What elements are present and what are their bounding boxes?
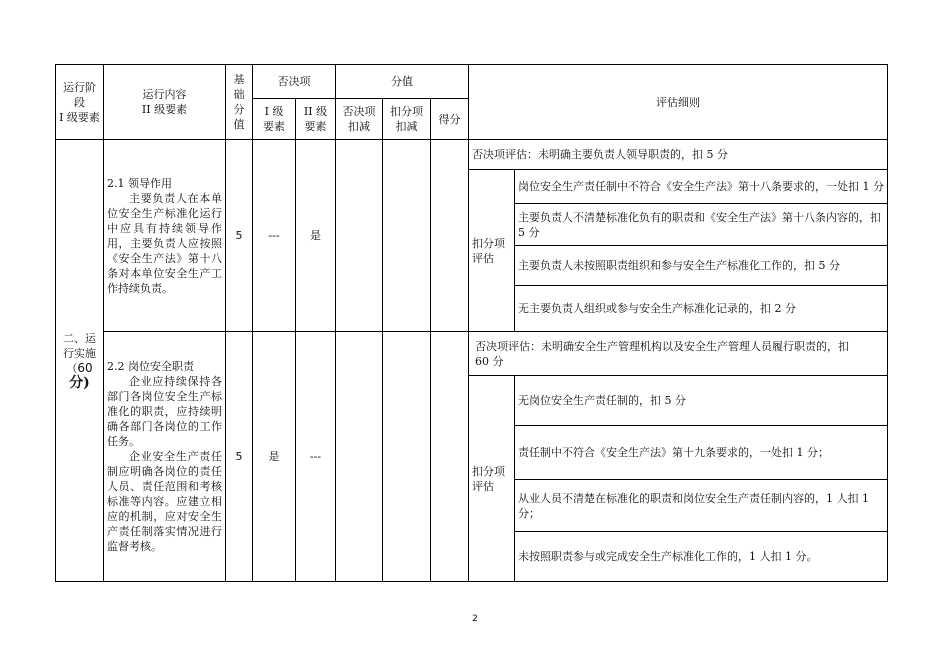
section-2-2-title: 2.2 岗位安全职责 (107, 360, 194, 373)
section-2-2-veto-l1: 是 (253, 332, 296, 582)
section-2-2-item-2: 责任制中不符合《安全生产法》第十九条要求的，一处扣 1 分； (515, 426, 888, 480)
section-2-2-score-get (431, 332, 469, 582)
section-2-1-title: 2.1 领导作用 (107, 176, 172, 190)
section-2-2-body-1: 企业应持续保持各部门各岗位安全生产标准化的职责，应持续明确各部门各岗位的工作任务。 (107, 375, 222, 448)
section-2-2-veto-eval (469, 332, 888, 376)
section-2-1-item-2: 主要负责人不清楚标准化负有的职责和《安全生产法》第十八条内容的，扣 5 分 (515, 204, 888, 246)
header-score-item-deduct: 扣分项 扣减 (383, 99, 431, 140)
header-stage: 运行阶段 I 级要素 (56, 65, 104, 140)
section-2-1-item-4: 无主要负责人组织或参与安全生产标准化记录的，扣 2 分 (515, 286, 888, 332)
section-2-1-deduct-label: 扣分项评估 (469, 170, 515, 332)
stage-label: 二、运行实施 (63, 331, 96, 360)
section-2-1-content (104, 140, 226, 332)
section-2-2-score-item (383, 332, 431, 582)
stage-cell (56, 140, 104, 582)
section-2-1-score-item (383, 140, 431, 332)
section-2-2-content (104, 332, 226, 582)
header-base-score-text: 基础分值 (233, 73, 245, 131)
header-veto-l1: I 级 要素 (253, 99, 296, 140)
section-2-2-body-2: 企业安全生产责任制应明确各岗位的责任人员、责任范围和考核标准等内容。应建立相应的机制，应对安全生产责任制落实情况进行监督考核。 (107, 450, 222, 553)
section-2-1-base: 5 (226, 140, 253, 332)
section-2-1-veto-l1: --- (253, 140, 296, 332)
section-2-2-deduct-label: 扣分项评估 (469, 376, 515, 582)
header-veto: 否决项 (253, 65, 336, 99)
section-2-2-veto-l2: --- (296, 332, 336, 582)
section-2-2-item-3: 从业人员不清楚在标准化的职责和岗位安全生产责任制内容的，1 人扣 1 分； (515, 480, 888, 532)
header-base-score (226, 65, 253, 140)
stage-score-unit: 分) (69, 374, 90, 391)
section-2-1-score-veto (336, 140, 383, 332)
header-content: 运行内容 II 级要素 (104, 65, 226, 140)
header-score: 分值 (336, 65, 469, 99)
assessment-table (55, 64, 888, 582)
section-2-1-body: 主要负责人在本单位安全生产标准化运行中应具有持续领导作用，主要负责人应按照《安全生产法》第十八条对本单位安全生产工作持续负责。 (107, 191, 222, 295)
page-number: 2 (472, 614, 478, 624)
section-2-2-item-1: 无岗位安全生产责任制的，扣 5 分 (515, 376, 888, 426)
section-2-1-veto-eval: 否决项评估：未明确主要负责人领导职责的，扣 5 分 (469, 140, 888, 170)
section-2-1-item-3: 主要负责人未按照职责组织和参与安全生产标准化工作的，扣 5 分 (515, 246, 888, 286)
section-2-1-score-get (431, 140, 469, 332)
section-2-1-veto-l2: 是 (296, 140, 336, 332)
header-veto-l2: II 级 要素 (296, 99, 336, 140)
stage-score: （60 (66, 360, 93, 375)
section-2-2-veto-eval-text: 否决项评估：未明确安全生产管理机构以及安全生产管理人员履行职责的，扣 (475, 339, 850, 353)
stage-score-num: 60 (77, 360, 93, 375)
header-detail: 评估细则 (469, 65, 888, 140)
section-2-2-base: 5 (226, 332, 253, 582)
header-score-veto-deduct: 否决项 扣减 (336, 99, 383, 140)
section-2-2-item-4: 未按照职责参与或完成安全生产标准化工作的，1 人扣 1 分。 (515, 532, 888, 582)
section-2-2-veto-eval-score: 60 分 (475, 354, 504, 368)
header-score-get: 得分 (431, 99, 469, 140)
section-2-2-score-veto (336, 332, 383, 582)
section-2-1-item-1: 岗位安全生产责任制中不符合《安全生产法》第十八条要求的，一处扣 1 分 (515, 170, 888, 204)
